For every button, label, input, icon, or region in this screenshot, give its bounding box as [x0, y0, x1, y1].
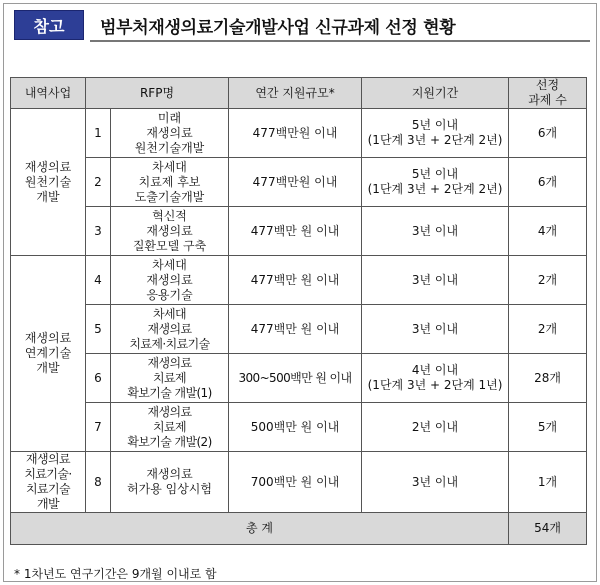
- table-header-row: [11, 78, 587, 109]
- table-row: [11, 256, 587, 305]
- col-header-budget: 연간 지원규모*: [229, 78, 362, 109]
- title-underline: [90, 40, 590, 42]
- period-cell: 5년 이내 (1단계 3년 + 2단계 2년): [362, 158, 509, 207]
- period-cell: 4년 이내 (1단계 3년 + 2단계 1년): [362, 354, 509, 403]
- count-cell: 2개: [509, 305, 587, 354]
- rfp-cell: 재생의료 치료제 확보기술 개발(2): [111, 403, 229, 452]
- rfp-cell: 차세대 재생의료 응용기술: [111, 256, 229, 305]
- total-row: [11, 513, 587, 545]
- group-cell-2: 재생의료 연계기술 개발: [11, 256, 86, 452]
- table-row: [11, 109, 587, 158]
- budget-cell: 500백만 원 이내: [229, 403, 362, 452]
- rfp-cell: 차세대 치료제 후보 도출기술개발: [111, 158, 229, 207]
- reference-badge: 참고: [14, 10, 84, 40]
- table-row: [11, 305, 587, 354]
- count-cell: 2개: [509, 256, 587, 305]
- period-cell: 3년 이내: [362, 256, 509, 305]
- header: [10, 9, 590, 43]
- row-number: 2: [86, 158, 111, 207]
- selection-status-table: [10, 77, 587, 545]
- period-cell: 5년 이내 (1단계 3년 + 2단계 2년): [362, 109, 509, 158]
- period-cell: 3년 이내: [362, 452, 509, 513]
- count-cell: 28개: [509, 354, 587, 403]
- table-row: [11, 354, 587, 403]
- footnote: * 1차년도 연구기간은 9개월 이내로 함: [14, 567, 217, 581]
- rfp-cell: 차세대 재생의료 치료제·치료기술: [111, 305, 229, 354]
- col-header-program: 내역사업: [11, 78, 86, 109]
- budget-cell: 477백만 원 이내: [229, 256, 362, 305]
- rfp-cell: 재생의료 허가용 임상시험: [111, 452, 229, 513]
- row-number: 1: [86, 109, 111, 158]
- count-cell: 1개: [509, 452, 587, 513]
- page-title: 범부처재생의료기술개발사업 신규과제 선정 현황: [100, 18, 456, 38]
- table-row: [11, 452, 587, 513]
- period-cell: 3년 이내: [362, 207, 509, 256]
- row-number: 4: [86, 256, 111, 305]
- budget-cell: 700백만 원 이내: [229, 452, 362, 513]
- budget-cell: 477백만 원 이내: [229, 207, 362, 256]
- rfp-cell: 혁신적 재생의료 질환모델 구축: [111, 207, 229, 256]
- count-cell: 6개: [509, 109, 587, 158]
- count-cell: 5개: [509, 403, 587, 452]
- col-header-count: 선정 과제 수: [509, 78, 587, 109]
- total-label: 총 계: [11, 513, 509, 545]
- budget-cell: 477백만원 이내: [229, 109, 362, 158]
- col-header-rfp: RFP명: [86, 78, 229, 109]
- budget-cell: 300~500백만 원 이내: [229, 354, 362, 403]
- period-cell: 3년 이내: [362, 305, 509, 354]
- rfp-cell: 재생의료 치료제 확보기술 개발(1): [111, 354, 229, 403]
- group-cell-1: 재생의료 원천기술 개발: [11, 109, 86, 256]
- row-number: 8: [86, 452, 111, 513]
- row-number: 6: [86, 354, 111, 403]
- count-cell: 4개: [509, 207, 587, 256]
- group-cell-3: 재생의료 치료기술· 치료기술 개발: [11, 452, 86, 513]
- total-count: 54개: [509, 513, 587, 545]
- col-header-period: 지원기간: [362, 78, 509, 109]
- period-cell: 2년 이내: [362, 403, 509, 452]
- row-number: 5: [86, 305, 111, 354]
- row-number: 7: [86, 403, 111, 452]
- rfp-cell: 미래 재생의료 원천기술개발: [111, 109, 229, 158]
- table-row: [11, 403, 587, 452]
- budget-cell: 477백만원 이내: [229, 158, 362, 207]
- budget-cell: 477백만 원 이내: [229, 305, 362, 354]
- table-row: [11, 158, 587, 207]
- table-row: [11, 207, 587, 256]
- row-number: 3: [86, 207, 111, 256]
- count-cell: 6개: [509, 158, 587, 207]
